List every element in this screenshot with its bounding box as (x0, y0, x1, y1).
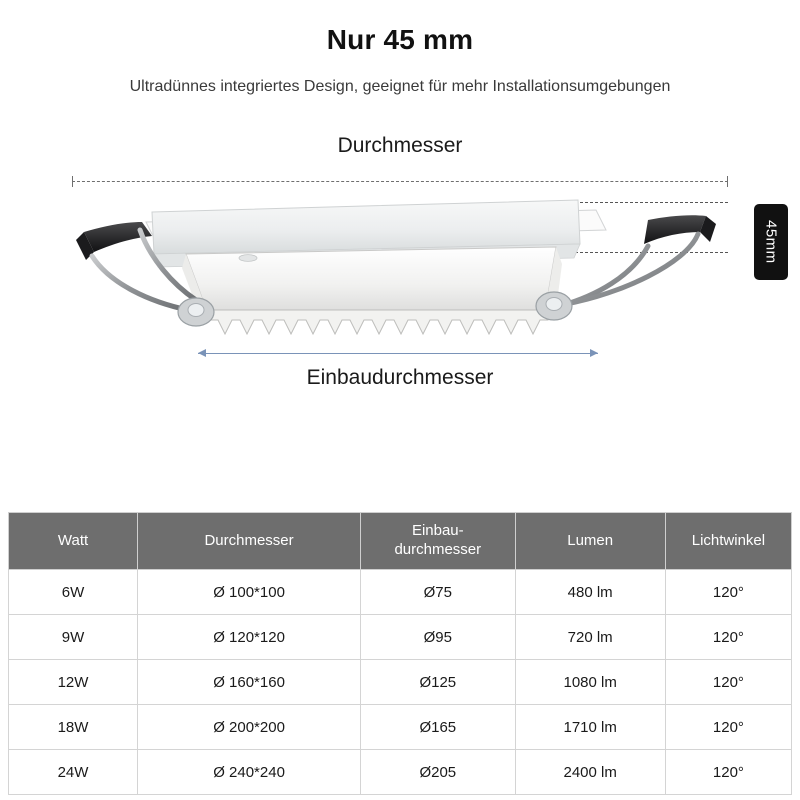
cell-watt: 9W (9, 615, 138, 660)
cell-recess: Ø165 (361, 705, 515, 750)
column-header-watt: Watt (9, 513, 138, 570)
cell-angle: 120° (665, 660, 791, 705)
cell-recess: Ø95 (361, 615, 515, 660)
table-header-row (9, 513, 792, 570)
cell-recess: Ø75 (361, 570, 515, 615)
dimension-arrow-right (590, 349, 598, 357)
diameter-label: Durchmesser (337, 134, 463, 157)
cell-diameter: Ø 120*120 (138, 615, 361, 660)
column-header-lumen: Lumen (515, 513, 665, 570)
cell-recess: Ø125 (361, 660, 515, 705)
recess-diameter-label: Einbaudurchmesser (306, 366, 494, 389)
column-header-recess-line2: durchmesser (394, 541, 482, 558)
table-row (9, 750, 792, 795)
cell-diameter: Ø 160*160 (138, 660, 361, 705)
dimension-line-recess (198, 353, 598, 354)
cell-lumen: 480 lm (515, 570, 665, 615)
column-header-recess-line1: Einbau- (411, 522, 464, 540)
cell-diameter: Ø 100*100 (138, 570, 361, 615)
cell-watt: 12W (9, 660, 138, 705)
cell-lumen: 1080 lm (515, 660, 665, 705)
cell-diameter: Ø 200*200 (138, 705, 361, 750)
column-header-angle: Lichtwinkel (665, 513, 791, 570)
page-subtitle: Ultradünnes integriertes Design, geeignet für mehr Installationsumgebungen (129, 78, 671, 95)
table-row (9, 570, 792, 615)
cell-lumen: 720 lm (515, 615, 665, 660)
product-figure (0, 134, 800, 474)
cell-lumen: 2400 lm (515, 750, 665, 795)
page-header (0, 0, 800, 96)
cell-watt: 24W (9, 750, 138, 795)
recess-dimension-line (198, 349, 598, 358)
cell-watt: 6W (9, 570, 138, 615)
downlight-illustration (0, 134, 800, 474)
table-row (9, 660, 792, 705)
cell-angle: 120° (665, 570, 791, 615)
column-header-diameter: Durchmesser (138, 513, 361, 570)
cell-angle: 120° (665, 705, 791, 750)
page-title: Nur 45 mm (326, 24, 474, 55)
table-row (9, 615, 792, 660)
cell-angle: 120° (665, 615, 791, 660)
cell-watt: 18W (9, 705, 138, 750)
cell-recess: Ø205 (361, 750, 515, 795)
cell-angle: 120° (665, 750, 791, 795)
cell-diameter: Ø 240*240 (138, 750, 361, 795)
specification-table (8, 512, 792, 795)
column-header-recess (361, 513, 515, 570)
table-row (9, 705, 792, 750)
height-badge-label: 45mm (762, 220, 780, 264)
cell-lumen: 1710 lm (515, 705, 665, 750)
